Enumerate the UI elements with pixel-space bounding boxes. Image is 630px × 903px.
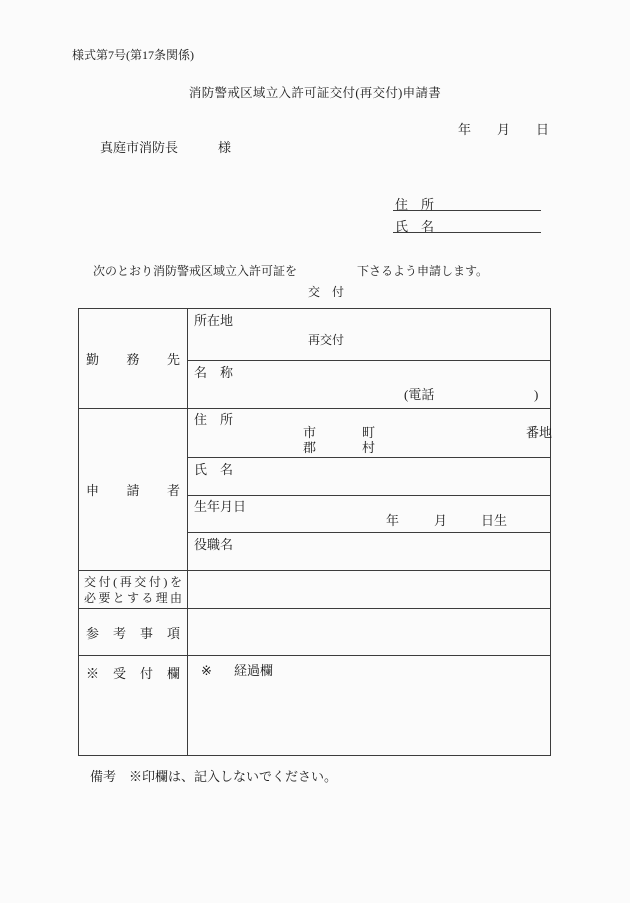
row-workplace-location: [79, 309, 551, 361]
row-office-use: [79, 656, 551, 756]
city-label: 市: [303, 425, 317, 440]
birth-month-label: 月: [434, 513, 448, 528]
row-reason: [79, 571, 551, 609]
cell-reception-label: [79, 656, 188, 756]
applicant-name-label: 氏 名: [194, 462, 234, 477]
phone-suffix: ): [534, 387, 539, 402]
cell-workplace-location: [188, 309, 551, 361]
birth-year-label: 年: [386, 513, 400, 528]
addressee: 真庭市消防長: [100, 140, 179, 155]
lot-label: 番地: [526, 425, 553, 440]
workplace-name-label: 名 称: [194, 365, 234, 380]
cell-workplace-label: [79, 309, 188, 409]
cell-applicant-address: [188, 409, 551, 458]
cell-applicant-name: [188, 458, 551, 496]
reference-label: 参 考 事 項: [86, 625, 180, 641]
cell-reference-label: [79, 609, 188, 656]
workplace-location-label: 所在地: [194, 313, 234, 328]
town-label: 町: [362, 425, 376, 440]
position-label: 役職名: [194, 537, 234, 552]
cell-progress: [188, 656, 551, 756]
applicant-label: 申 請 者: [86, 483, 180, 498]
page-title: 消防警戒区域立入許可証交付(再交付)申請書: [188, 86, 442, 100]
progress-label: 経過欄: [234, 663, 274, 678]
row-applicant-address: [79, 409, 551, 458]
reason-label-line1: 交付(再交付)を: [84, 574, 182, 589]
cell-applicant-label: [79, 409, 188, 571]
village-label: 村: [362, 440, 376, 455]
honorific: 様: [218, 140, 232, 155]
request-sentence-tail: 下さるよう申請します。: [357, 264, 489, 278]
application-table: [78, 308, 551, 756]
date-line: 年 月 日: [458, 122, 550, 137]
progress-mark: ※: [201, 663, 212, 678]
signature-address-label: 住 所: [395, 197, 435, 212]
form-number: 様式第7号(第17条関係): [72, 48, 194, 62]
request-sentence-lead: 次のとおり消防警戒区域立入許可証を: [93, 264, 298, 278]
cell-applicant-position: [188, 533, 551, 571]
reason-label-line2: 必要とする理由: [84, 590, 182, 605]
reception-label: ※ 受 付 欄: [86, 666, 180, 681]
issue-option-top: 交 付: [308, 285, 345, 299]
county-label: 郡: [303, 440, 317, 455]
row-reference: [79, 609, 551, 656]
addressee-line: [100, 137, 231, 156]
remarks-note: 備考 ※印欄は、記入しないでください。: [90, 769, 338, 784]
signature-name-label: 氏 名: [395, 219, 435, 234]
birth-day-label: 日生: [481, 513, 508, 528]
cell-reference-value: [188, 609, 551, 656]
cell-reason-value: [188, 571, 551, 609]
cell-applicant-birthdate: [188, 496, 551, 533]
applicant-address-label: 住 所: [194, 412, 234, 427]
signature-address-field: [393, 194, 541, 211]
signature-name-field: [393, 216, 541, 233]
issue-option-bottom: 再交付: [308, 333, 345, 347]
birthdate-label: 生年月日: [194, 499, 247, 514]
workplace-label: 勤 務 先: [86, 352, 180, 367]
cell-reason-label: [79, 571, 188, 609]
phone-prefix: (電話: [404, 387, 435, 402]
cell-workplace-name: [188, 361, 551, 409]
